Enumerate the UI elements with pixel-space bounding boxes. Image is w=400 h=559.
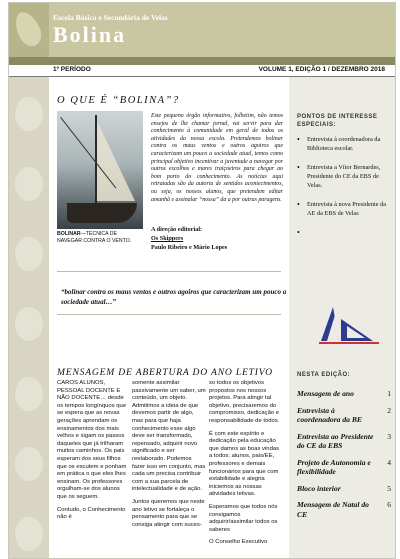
leaf-logo-icon <box>9 3 49 57</box>
decorative-leaf-icon <box>15 307 43 341</box>
masthead-bar <box>9 57 396 65</box>
toc-label: Mensagem de ano <box>297 389 354 398</box>
decorative-leaf-icon <box>15 237 43 271</box>
editorial-credits <box>151 225 283 252</box>
toc-item[interactable] <box>297 500 393 519</box>
toc-item[interactable] <box>297 484 393 494</box>
toc-label: Entrevista à coordenadora da BE <box>297 405 362 424</box>
list-item: • Entrevista à coordenadora da Biblioteca escolar. <box>297 135 393 153</box>
sailboat-photo <box>57 111 143 229</box>
volume-label: VOLUME 1, EDIÇÃO 1 / DEZEMBRO 2018 <box>258 66 385 73</box>
paragraph: É com este espírito e dedicação pela educação que damos as boas vindas a todos: alunos, pais/EE, professores e demais funcionários para que com estabilidade e alegria iniciemos as nossas atividades letivas. <box>209 430 280 498</box>
paragraph: so todos os objetivos propostos nos nossos projetos. Para atingir tal objetivo, precisaremos do compromisso, dedicação e responsabilidade de todos. <box>209 380 280 424</box>
caption-term: BOLINAR <box>57 231 81 237</box>
direcao-people: Paulo Ribeiro e Mário Lopes <box>151 244 228 251</box>
toc-label: Bloco interior <box>297 483 341 493</box>
paragraph: somente assimilar passivamente um saber, um conteúdo, um objeto. Admitimos a ideia de que devemos partir de algo, mas para que haja conhecimento esse algo deve ser transformado, repensado, adquirir novo significado e ser reelaborado. Podemos fazer isso em conjunto, mas cada um precisa contribuir com a sua parcela de intelectualidade e de ação. <box>132 380 206 493</box>
article-intro: Este pequeno órgão informativo, folhetim, não temos ensejos de lhe chamar jornal, vai servir para dar conhecimento à comunidade em geral de todos os atividades da nossa escola. Pretendemos bolinar contra os maus ventos e outros agoiros que caracterizam um pouco a sociedade atual, temos como principal objetivo incentivar a juventude a navegar por outros escolhos e mares traiçoeiros para chegar ao bom porto do conhecimento. As notícias aqui retratadas são da autoria de sentidos acontecimentos, ou seja, os nossos alunos, que pretendem editar amanhã e assinalar “nossa” da a por outras paragens. <box>151 113 283 203</box>
toc-item[interactable] <box>297 406 393 425</box>
pontos-heading: PONTOS DE INTERESSE ESPECIAIS: <box>297 114 378 128</box>
table-of-contents <box>297 389 393 526</box>
direcao-name: Os Skippers <box>151 235 184 242</box>
school-logo-icon <box>313 301 385 347</box>
toc-item[interactable] <box>297 458 393 477</box>
list-item: • Entrevista à nova Presidente da AE da EBS de Velas <box>297 200 393 218</box>
sail-shape <box>97 121 135 201</box>
mensagem-column-3 <box>209 380 283 552</box>
article-heading: O QUE É “BOLINA”? <box>57 95 180 106</box>
decorative-leaf-icon <box>15 517 43 551</box>
toc-page-number: 1 <box>387 389 391 398</box>
newsletter-title: Bolina <box>53 22 127 47</box>
toc-page-number: 4 <box>387 457 391 467</box>
decorative-strip <box>9 77 49 559</box>
paragraph: Contudo, o Conhecimento não é <box>57 506 126 521</box>
mensagem-column-2 <box>132 380 206 534</box>
toc-item[interactable] <box>297 389 393 399</box>
toc-page-number: 5 <box>387 483 391 493</box>
list-item: • Entrevista a Vítor Bernardes, Presidente do CE da EBS de Velas. <box>297 163 393 190</box>
newsletter-page <box>8 2 396 559</box>
caption-text: —TÉCNICA DE NAVEGAR CONTRA O VENTO. <box>57 231 132 244</box>
decorative-leaf-icon <box>15 167 43 201</box>
pontos-list <box>297 135 393 228</box>
masthead <box>9 3 396 65</box>
toc-label: Entrevista ao Presidente do CE da EBS <box>297 431 374 450</box>
toc-page-number: 3 <box>387 431 391 441</box>
photo-caption <box>57 231 143 245</box>
mensagem-heading: MENSAGEM DE ABERTURA DO ANO LETIVO <box>57 367 273 378</box>
signature: O Conselho Executivo <box>209 539 268 546</box>
toc-label: Projeto de Autonomia e flexibilidade <box>297 457 371 476</box>
issue-info-bar <box>9 65 396 77</box>
school-name: Escola Básica e Secundária de Velas <box>53 13 168 22</box>
decorative-leaf-icon <box>15 447 43 481</box>
period-label: 1º PERÍODO <box>53 66 91 73</box>
toc-page-number: 2 <box>387 405 391 415</box>
toc-page-number: 6 <box>387 500 391 509</box>
mensagem-column-1 <box>57 380 129 527</box>
decorative-leaf-icon <box>15 97 43 131</box>
paragraph: Esperamos que todos nós consigamos adquirir/assimilar todos os saberes <box>209 503 278 533</box>
direcao-label: A direção editorial: <box>151 226 203 233</box>
toc-item[interactable] <box>297 432 393 451</box>
nesta-edicao-heading: NESTA EDIÇÃO: <box>297 372 351 378</box>
pull-quote: “bolinar contra os maus ventos e outros agoiros que caracterizam um pouco a sociedade atual…” <box>61 288 287 306</box>
toc-label: Mensagem de Natal do CE <box>297 500 369 519</box>
paragraph: CAROS ALUNOS, PESSOAL DOCENTE E NÃO DOCENTE… desde os tempos longínquos que se espera que as novas gerações aprendam os ensinamentos dos mais velhos e sigam os passos daqueles que já trilharam muitos caminhos. Os pais esperam dos seus filhos que os escutem e ponham em prática o que eles lhes ensinam. Os professores orgulham-se dos alunos que os seguem. <box>57 380 127 500</box>
hull-shape <box>67 203 137 223</box>
decorative-leaf-icon <box>15 377 43 411</box>
paragraph: Juntos queremos que neste ano letivo se fortaleça o pensamento para que se consiga atingir com suces- <box>132 498 205 528</box>
